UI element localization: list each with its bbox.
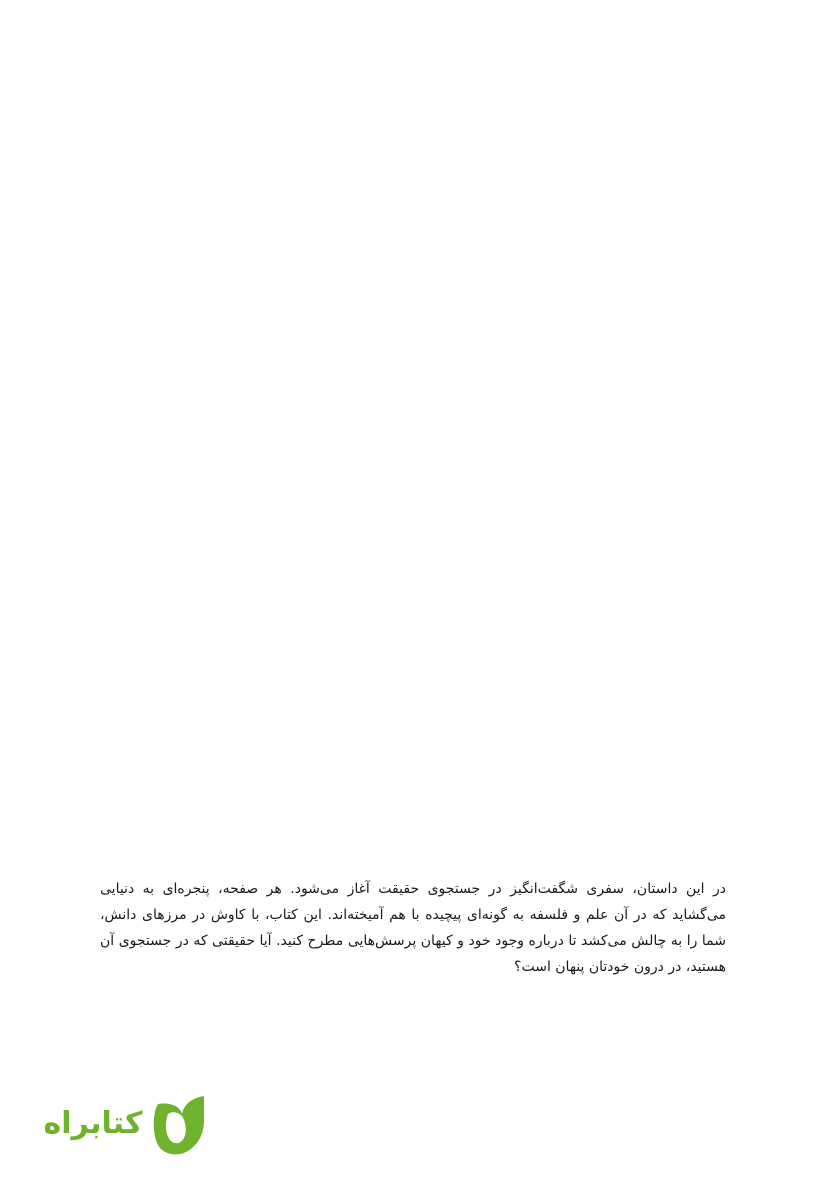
book-leaf-icon <box>148 1092 210 1158</box>
back-cover-blurb: در این داستان، سفری شگفت‌انگیز در جستجوی حقیقت آغاز می‌شود. هر صفحه، پنجره‌ای به دنیایی می‌گشاید که در آن علم و فلسفه به گونه‌ای پیچیده با هم آمیخته‌اند. این کتاب، با کاوش در مرزهای دانش، شما را به چالش می‌کشد تا درباره وجود خود و کیهان پرسش‌هایی مطرح کنید. آیا حقیقتی که در جستجوی آن هستید، در درون خودتان پنهان است؟ <box>100 881 726 975</box>
publisher-name: کتابراه <box>43 1106 143 1141</box>
publisher-logo <box>40 1092 210 1158</box>
